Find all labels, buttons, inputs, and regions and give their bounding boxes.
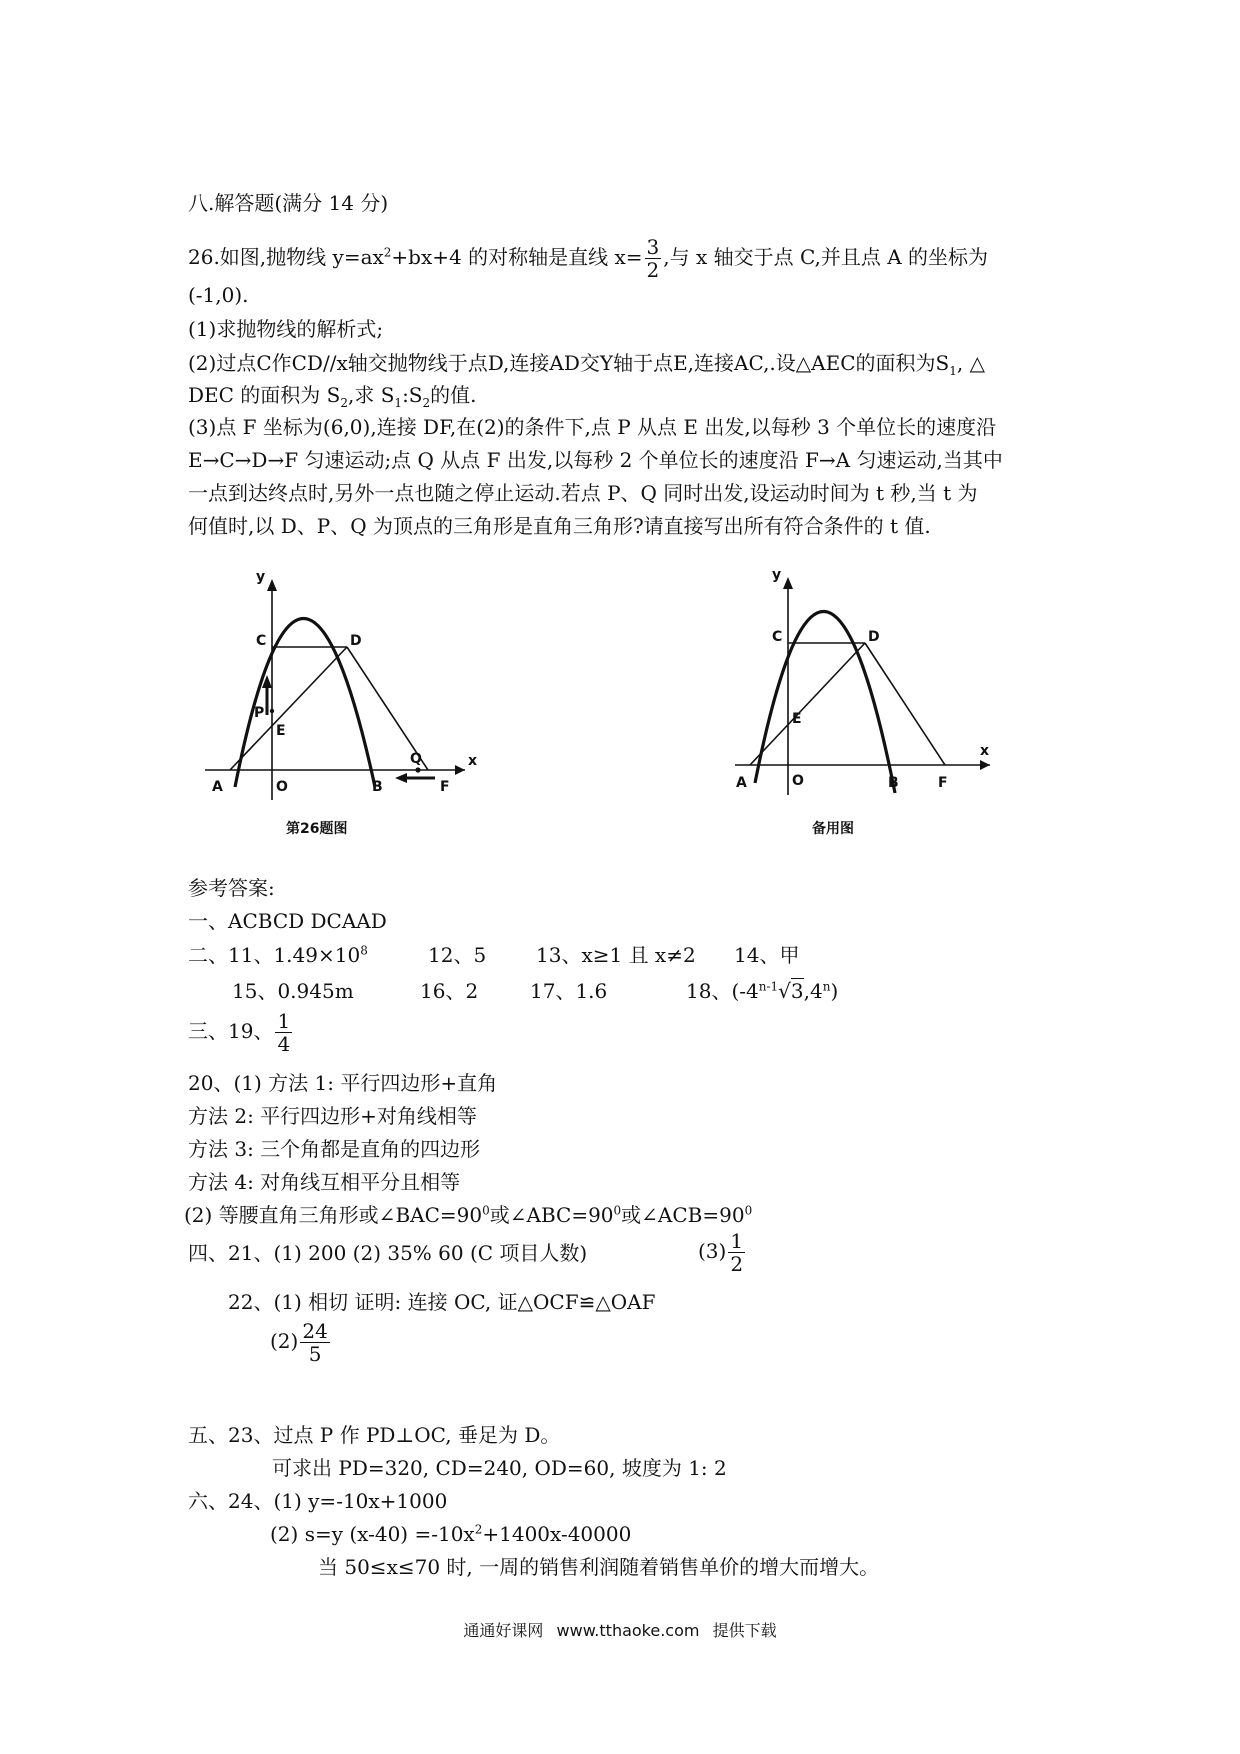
radicand: 3	[790, 979, 804, 1003]
fraction-1-4	[275, 1010, 292, 1055]
problem-line-1	[188, 236, 988, 281]
x-arrow-icon	[455, 765, 465, 775]
segment-AD	[230, 647, 347, 770]
answer-24-text: +1400x-40000	[482, 1522, 632, 1546]
label-x: x	[468, 753, 478, 769]
label-y: y	[772, 567, 782, 583]
backup-figure-diagram	[730, 565, 1010, 805]
y-arrow-icon	[267, 579, 277, 591]
answer-12: 12、5	[428, 943, 487, 967]
segment-AD	[750, 643, 865, 765]
label-x: x	[980, 743, 990, 759]
answer-20-5	[184, 1202, 752, 1228]
fraction-denominator: 2	[646, 258, 660, 282]
section-title: 八.解答题(满分 14 分)	[188, 191, 389, 215]
answer-11: 二、11、1.49×10	[188, 943, 361, 967]
question-2-cont	[188, 382, 477, 408]
figure-2-caption: 备用图	[812, 821, 854, 837]
point-P	[270, 709, 274, 713]
answer-21	[188, 1240, 587, 1266]
y-arrow-icon	[783, 577, 793, 589]
subscript: 2	[340, 396, 348, 410]
answer-23-1: 五、23、过点 P 作 PD⊥OC, 垂足为 D。	[188, 1423, 561, 1447]
problem-line-2: (-1,0).	[188, 283, 249, 307]
fraction-3-2	[645, 236, 662, 281]
q-arrow-icon	[395, 773, 407, 783]
footer-suffix: 提供下载	[712, 1621, 777, 1640]
label-E: E	[792, 711, 802, 727]
answer-24-2	[270, 1521, 631, 1547]
question-3-line-4: 何值时,以 D、P、Q 为顶点的三角形是直角三角形?请直接写出所有符合条件的 t 值.	[188, 514, 931, 538]
answer-22-1: 22、(1) 相切 证明: 连接 OC, 证△OCF≌△OAF	[228, 1290, 656, 1314]
answer-21-label: (3)	[698, 1239, 727, 1263]
answer-17: 17、1.6	[530, 979, 608, 1003]
question-2-text: ,求 S	[348, 383, 395, 407]
label-F: F	[938, 775, 948, 791]
answer-19-label: 三、19、	[188, 1019, 274, 1043]
label-A: A	[212, 779, 223, 795]
answer-24-1: 六、24、(1) y=-10x+1000	[188, 1489, 448, 1513]
fraction-numerator: 1	[730, 1229, 744, 1253]
answer-14: 14、甲	[734, 943, 800, 967]
x-arrow-icon	[980, 760, 990, 770]
answer-23-2: 可求出 PD=320, CD=240, OD=60, 坡度为 1: 2	[272, 1456, 727, 1480]
question-3-line-2: E→C→D→F 匀速运动;点 Q 从点 F 出发,以每秒 2 个单位长的速度沿 F→A 匀速运动,当其中	[188, 448, 1003, 472]
problem-text: +bx+4 的对称轴是直线 x=	[391, 245, 643, 269]
answer-18-text: 18、(-4	[686, 979, 759, 1003]
answer-24-3: 当 50≤x≤70 时, 一周的销售利润随着销售单价的增大而增大。	[318, 1555, 880, 1579]
degree-sup: 0	[744, 1203, 753, 1218]
question-2-text: :S	[402, 383, 423, 407]
exponent: 8	[360, 943, 368, 958]
footer-site: 通通好课网	[463, 1621, 544, 1640]
fraction-1-2	[728, 1230, 745, 1275]
answer-21-text: 四、21、(1) 200 (2) 35% 60 (C 项目人数)	[188, 1241, 588, 1265]
question-2-text: DEC 的面积为 S	[188, 383, 341, 407]
answer-20-text: (2) 等腰直角三角形或∠BAC=90	[184, 1203, 483, 1227]
footer-url[interactable]: www.tthaoke.com	[556, 1621, 700, 1640]
answer-15: 15、0.945m	[232, 979, 354, 1003]
answer-20-3: 方法 3: 三个角都是直角的四边形	[188, 1137, 481, 1161]
label-C: C	[256, 633, 267, 649]
exponent: n	[822, 979, 831, 994]
label-P: P	[254, 705, 265, 721]
fraction-24-5	[300, 1320, 329, 1365]
degree-sup: 0	[613, 1203, 622, 1218]
exponent: n-1	[758, 979, 779, 994]
fraction-numerator: 24	[302, 1319, 328, 1343]
fraction-denominator: 5	[308, 1342, 322, 1366]
label-F: F	[440, 779, 450, 795]
fraction-denominator: 4	[277, 1032, 291, 1056]
subscript: 1	[394, 396, 403, 410]
label-A: A	[736, 775, 747, 791]
label-O: O	[792, 773, 804, 789]
answer-24-text: (2) s=y (x-40) =-10x	[270, 1522, 475, 1546]
answer-20-1: 20、(1) 方法 1: 平行四边形+直角	[188, 1071, 498, 1095]
answer-section-1: 一、ACBCD DCAAD	[188, 909, 387, 933]
figure-1-caption: 第26题图	[286, 821, 348, 837]
fraction-numerator: 1	[277, 1009, 291, 1033]
question-2	[188, 350, 985, 376]
subscript: 2	[422, 396, 431, 410]
answer-22-2	[270, 1320, 332, 1365]
question-3-line-3: 一点到达终点时,另外一点也随之停止运动.若点 P、Q 同时出发,设运动时间为 t 秒,当 t 为	[188, 481, 978, 505]
answer-21-part3	[698, 1230, 747, 1275]
answer-22-label: (2)	[270, 1329, 299, 1353]
label-B: B	[888, 775, 899, 791]
answer-13: 13、x≥1 且 x≠2	[536, 943, 696, 967]
point-Q	[415, 767, 420, 772]
label-C: C	[772, 629, 783, 645]
question-2-text: 的值.	[430, 383, 477, 407]
exponent: 2	[474, 1522, 483, 1537]
figure-26-diagram	[200, 565, 500, 805]
exponent: 2	[383, 245, 392, 260]
subscript: 1	[949, 364, 957, 378]
answer-20-4: 方法 4: 对角线互相平分且相等	[188, 1170, 461, 1194]
answer-16: 16、2	[420, 979, 479, 1003]
segment-DF	[865, 643, 945, 765]
fraction-numerator: 3	[646, 235, 660, 259]
label-D: D	[350, 633, 362, 649]
answers-heading: 参考答案:	[188, 876, 275, 900]
label-E: E	[276, 723, 286, 739]
label-Q: Q	[410, 751, 422, 767]
answer-20-text: 或∠ABC=90	[489, 1203, 614, 1227]
answer-20-text: 或∠ACB=90	[621, 1203, 745, 1227]
answer-20-2: 方法 2: 平行四边形+对角线相等	[188, 1104, 477, 1128]
sqrt-sign-icon: √	[778, 979, 791, 1003]
question-2-text: , △	[956, 351, 985, 375]
page-footer	[0, 1618, 1240, 1641]
answer-18	[686, 978, 838, 1004]
problem-text: 26.如图,抛物线 y=ax	[188, 245, 384, 269]
answer-18-text: )	[830, 979, 839, 1003]
label-D: D	[868, 629, 880, 645]
question-3-line-1: (3)点 F 坐标为(6,0),连接 DF,在(2)的条件下,点 P 从点 E 出发,以每秒 3 个单位长的速度沿	[188, 415, 997, 439]
problem-text: ,与 x 轴交于点 C,并且点 A 的坐标为	[663, 245, 989, 269]
fraction-denominator: 2	[730, 1252, 744, 1276]
answer-18-text: ,4	[803, 979, 823, 1003]
answer-section-2-row-1	[188, 942, 368, 968]
degree-sup: 0	[482, 1203, 490, 1218]
label-B: B	[372, 779, 383, 795]
question-1: (1)求抛物线的解析式;	[188, 317, 384, 341]
label-O: O	[276, 779, 288, 795]
answer-19	[188, 1010, 294, 1055]
label-y: y	[256, 569, 266, 585]
question-2-text: (2)过点C作CD//x轴交抛物线于点D,连接AD交Y轴于点E,连接AC,.设△AEC的面积为S	[188, 351, 950, 375]
